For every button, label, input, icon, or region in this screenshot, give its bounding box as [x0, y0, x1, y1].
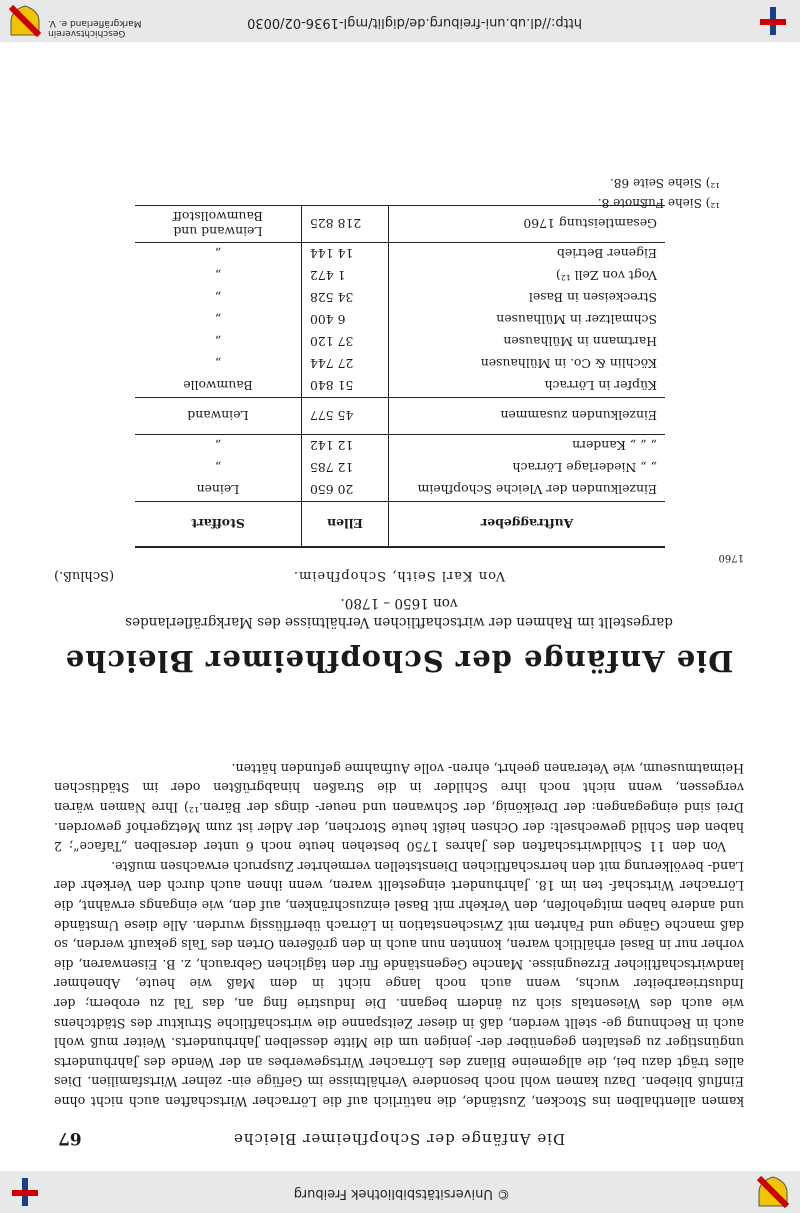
- table-cell-ellen: 45 577: [302, 398, 389, 435]
- table-cell-auftraggeber: Hartmann in Mülhausen: [503, 334, 657, 350]
- table-cell-auftraggeber: Küpfer in Lörrach: [544, 378, 657, 394]
- table-cell-stoff: Leinwand: [135, 398, 302, 435]
- table-cell-auftraggeber: Köchlin & Co. in Mülhausen: [480, 356, 657, 372]
- author-name: Von Karl Seith, Schopfheim.: [292, 568, 506, 583]
- column-header: Stoffart: [135, 502, 302, 548]
- table-cell-stoff: „: [135, 435, 302, 458]
- table-cell-stoff: „: [135, 457, 302, 479]
- table-cell-auftraggeber: „ „ „ Kandern: [389, 435, 666, 458]
- table-cell-ellen: 51 840: [302, 375, 389, 398]
- table-cell-stoff: Baumwolle: [135, 375, 302, 398]
- footnotes: [598, 173, 720, 213]
- paragraph: kamen allenthalben ins Stocken, Zustände, die natürlich auf die Lörracher Wirtschaften auch nicht ohne Einfluß blieben. Dazu kamen wohl noch besondere Verhältnisse im Gefüge ein- zelner Wirtsfamilien. Dies alles trägt dazu bei, die allgemeine Bilanz des Lörracher Wirtsgewerbes an der Wende des Jahrhunderts ungünstiger zu gestalten gegenüber der- jenigen um die Mitte desselben Jahrhunderts. Weiter muß wohl auch in Rechnung ge- stellt werden, daß in dieser Zeitspanne die wirtschaftliche Struktur des Städtchens wie auch des Wiesentals sich zu ändern begann. Die Industrie fing an, das Tal zu erobern; der Industriearbeiter wuchs, wenn auch noch lange nicht in dem Maß wie heute, Abnehmer landwirtschaftlicher Erzeugnisse. Manche Gegenstände für den täglichen Gebrauch, z. B. Eisenwaren, die vorher nur in Basel erhältlich waren, konnten nun auch in den größeren Orten des Tals gekauft werden, so daß manche Gänge und Fahrten mit Zwischenstation in Lörrach überflüssig wurden. Alle diese Umstände und andere haben mitgeholfen, den Verkehr mit Basel einzuschränken, auf den, wie eingangs erwähnt, die Lörracher Wirtschaf- ten im 18. Jahrhundert eingestellt waren, wenn ihnen auch durch den Verkehr der Land- bevölkerung mit den herrschaftlichen Dienststellen vermehrter Zuspruch erwachsen mußte.: [54, 858, 744, 1109]
- footnote: [598, 173, 720, 193]
- table-row: [135, 287, 665, 309]
- footnote: [598, 193, 720, 213]
- column-header: Auftraggeber: [389, 502, 666, 548]
- table-row: [135, 331, 665, 353]
- table-row: [135, 479, 665, 502]
- table-cell-ellen: 27 744: [302, 353, 389, 375]
- table-row: [135, 435, 665, 458]
- table-cell-auftraggeber: Streckeisen in Basel: [528, 290, 657, 306]
- table-cell-auftraggeber: „ „ Niederlage Lörrach: [512, 460, 657, 476]
- institution-line: Geschichtsverein: [48, 28, 126, 38]
- table-cell-auftraggeber: Gesamtleistung 1760: [523, 216, 657, 232]
- footnote-mark: ¹²): [705, 176, 720, 190]
- table-cell-auftraggeber: Einzelkunden zusammen: [389, 398, 666, 435]
- footnote-text: Siehe Fußnote 8.: [597, 196, 702, 210]
- university-logo-icon: [8, 1176, 42, 1208]
- table-cell-auftraggeber: Eigener Betrieb: [389, 243, 666, 266]
- institution-line: Markgräflerland e. V.: [48, 18, 142, 28]
- continuation-note: (Schluß.): [54, 568, 115, 583]
- table-cell-ellen: 6 400: [302, 309, 389, 331]
- subtitle-line: von 1650 – 1780.: [340, 595, 458, 611]
- table-cell-ellen: 12 142: [302, 435, 389, 458]
- table-year-label: 1760: [718, 552, 744, 563]
- table-row: [135, 353, 665, 375]
- coat-of-arms-icon: [8, 5, 42, 37]
- table-row: [135, 243, 665, 266]
- footnote-mark: ¹²): [705, 196, 720, 210]
- table-row: [135, 206, 665, 243]
- viewer-bottom-bar: [0, 0, 800, 42]
- copyright-text: © Universitätsbibliothek Freiburg: [293, 1186, 510, 1201]
- subtitle-line: dargestellt im Rahmen der wirtschaftlichen Verhältnisse des Markgräflerlandes: [125, 614, 673, 630]
- running-head: [54, 1124, 744, 1148]
- table-cell-ellen: 14 144: [302, 243, 389, 266]
- table-row: [135, 457, 665, 479]
- university-logo-icon: [756, 5, 790, 37]
- table-cell-stoff: „: [135, 309, 302, 331]
- institution-name: [48, 18, 141, 38]
- column-header: Ellen: [302, 502, 389, 548]
- footnote-text: Siehe Seite 68.: [610, 176, 702, 190]
- article-title: Die Anfänge der Schopfheimer Bleiche: [64, 644, 734, 678]
- table-cell-stoff: „: [135, 353, 302, 375]
- running-head-title: Die Anfänge der Schopfheimer Bleiche: [232, 1130, 566, 1148]
- table-cell-ellen: 1 472: [302, 265, 389, 287]
- article-subtitle: [54, 593, 744, 631]
- table-cell-stoff: „: [135, 287, 302, 309]
- article-body: [54, 758, 744, 1111]
- table-row: [135, 309, 665, 331]
- viewer-top-bar: [0, 1171, 800, 1213]
- table-cell-ellen: 12 785: [302, 457, 389, 479]
- coat-of-arms-icon: [756, 1176, 790, 1208]
- table-cell-ellen: 218 825: [302, 206, 389, 243]
- page-number: 67: [58, 1128, 82, 1148]
- table-cell-auftraggeber: Schmaltzer in Mülhausen: [496, 312, 657, 328]
- table-cell-stoff: Leinwand und Baumwollstoff: [135, 206, 302, 243]
- table-cell-stoff: Leinen: [135, 479, 302, 502]
- table-cell-stoff: „: [135, 331, 302, 353]
- table-cell-auftraggeber: Einzelkunden der Vleiche Schopfheim: [417, 482, 657, 498]
- table-row: [135, 265, 665, 287]
- table-cell-stoff: „: [135, 243, 302, 266]
- viewer-url[interactable]: http://dl.ub.uni-freiburg.de/diglit/mgl-1936-02/0030: [247, 15, 582, 30]
- paragraph: Von den 11 Schildwirtschaften des Jahres 1750 bestehen heute noch 6 unter derselben „Taface“; 2 haben den Schild gewechselt: der Ochsen heißt heute Storchen, der Adler ist zum Metzgerhof geworden. Drei sind eingegangen: der Dreikönig, der Schwanen und neuer- dings der Bären.¹²) Ihre Namen wären vergessen, wenn nicht noch ihre Schilder in die Straßen hinabgrüßten oder im Städtischen Heimatmuseum, wie Veteranen geehrt, ehren- volle Aufnahme gefunden hätten.: [54, 760, 744, 855]
- table-cell-stoff: „: [135, 265, 302, 287]
- table-cell-ellen: 34 528: [302, 287, 389, 309]
- table-row: [135, 398, 665, 435]
- table-cell-auftraggeber: Vogt von Zell ¹²): [555, 268, 657, 284]
- table-cell-ellen: 37 120: [302, 331, 389, 353]
- table-row: [135, 375, 665, 398]
- bleaching-table: [135, 205, 665, 548]
- table-cell-ellen: 20 650: [302, 479, 389, 502]
